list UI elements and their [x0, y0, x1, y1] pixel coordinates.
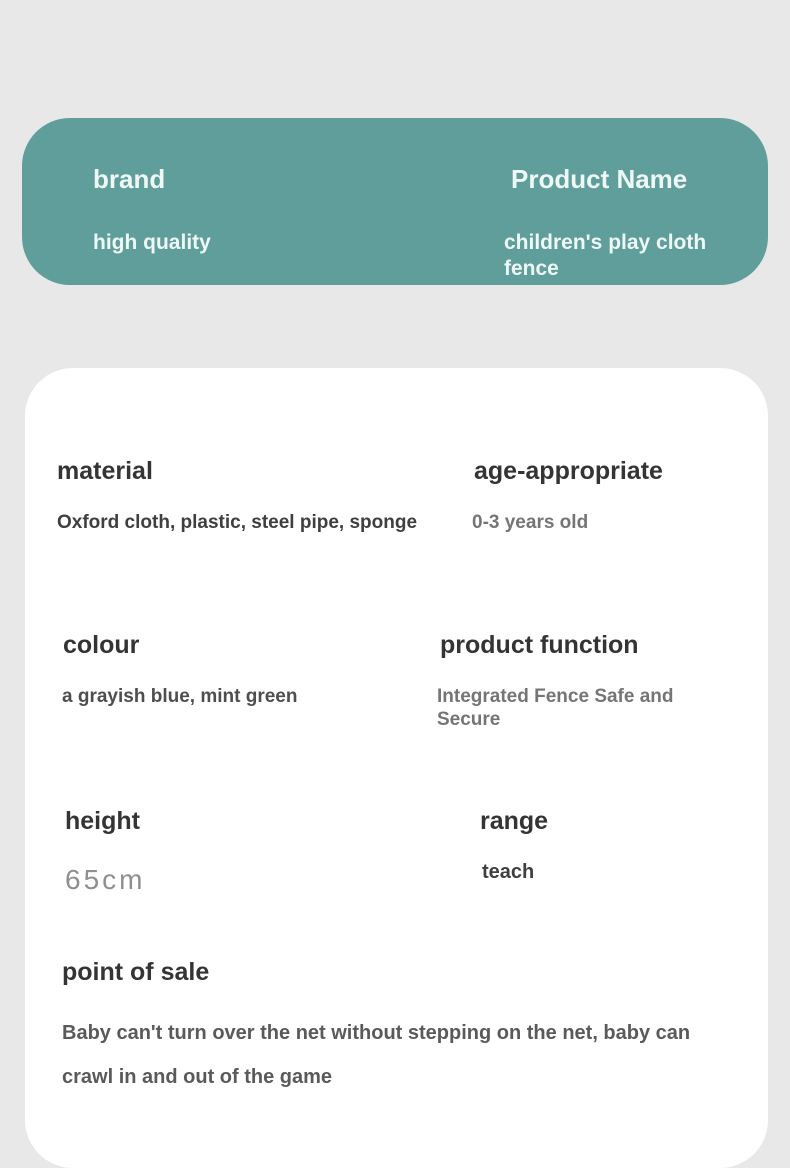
header-brand-column	[93, 164, 504, 285]
brand-value: high quality	[93, 231, 211, 254]
spec-colour	[57, 630, 437, 731]
point-of-sale-label: point of sale	[62, 958, 210, 986]
spec-card	[25, 368, 768, 1168]
product-function-value: Integrated Fence Safe and Secure	[437, 686, 674, 730]
spec-age-appropriate	[437, 456, 728, 534]
spec-product-function	[437, 630, 728, 731]
point-of-sale-value: Baby can't turn over the net without stepping on the net, baby can crawl in and out of the game	[62, 1022, 691, 1088]
spec-row-point-of-sale	[57, 957, 728, 1099]
spec-row-material-age	[57, 456, 728, 534]
age-appropriate-value: 0-3 years old	[472, 512, 589, 533]
material-label: material	[57, 457, 153, 485]
height-label: height	[65, 807, 140, 835]
range-label: range	[480, 807, 549, 835]
product-name-label: Product Name	[511, 164, 688, 194]
product-name-value: children's play cloth fence	[504, 231, 707, 280]
spec-point-of-sale	[57, 957, 728, 1099]
age-appropriate-label: age-appropriate	[474, 457, 663, 485]
product-function-label: product function	[440, 631, 639, 659]
colour-label: colour	[63, 631, 140, 659]
spec-range	[437, 806, 728, 896]
colour-value: a grayish blue, mint green	[62, 686, 298, 707]
spec-row-colour-function	[57, 630, 728, 731]
brand-label: brand	[93, 164, 166, 194]
header-product-column	[504, 164, 748, 285]
material-value: Oxford cloth, plastic, steel pipe, sponge	[57, 512, 418, 533]
header-card	[22, 118, 768, 285]
spec-material	[57, 456, 437, 534]
height-value: 65cm	[65, 864, 146, 895]
spec-height	[57, 806, 437, 896]
range-value: teach	[482, 861, 535, 883]
spec-row-height-range	[57, 806, 728, 896]
